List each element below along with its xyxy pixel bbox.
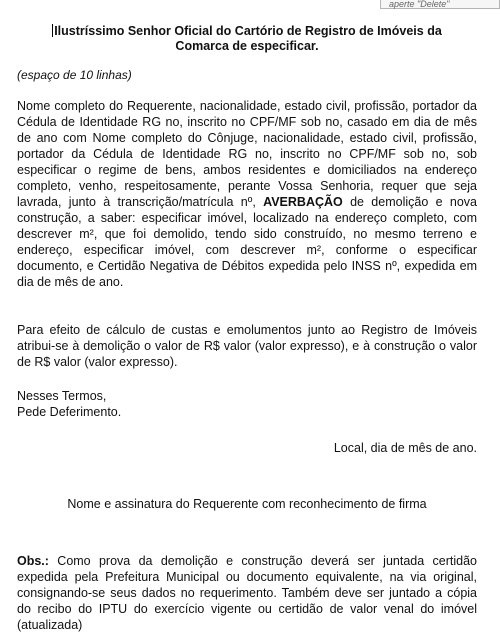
observation-text: Como prova da demolição e construção deverá ser juntada certidão expedida pela Prefeitura Municipal ou documento equivalente, na via original, consignando-se seus dados no requerimento. Também deve ser juntado a cópia do recibo do IPTU do exercício vigente ou certidão de valor venal do imóvel (atualizada) <box>17 554 477 632</box>
closing-line-1: Nesses Termos, <box>17 389 107 403</box>
request-paragraph-rest: de demolição e nova construção, a saber: especificar imóvel, localizado na endereço completo, com descrever m², que foi demolido, tendo sido construído, no mesmo terreno e endereço, especificar imóvel, com descrever m², conforme o especificar documento, e Certidão Negativa de Débitos expedida pelo INSS nº, expedida em dia de mês de ano. <box>17 195 477 289</box>
closing-block <box>17 388 477 420</box>
spacing-note: (espaço de 10 linhas) <box>17 68 132 82</box>
request-paragraph <box>17 98 477 290</box>
document-title-text: Ilustríssimo Senhor Oficial do Cartório de Registro de Imóveis da Comarca de especificar. <box>54 24 442 53</box>
signature-line: Nome e assinatura do Requerente com reconhecimento de firma <box>67 497 427 511</box>
delete-hint-box: aperte "Delete" <box>380 0 500 9</box>
observation-label: Obs.: <box>17 554 49 568</box>
closing-line-2: Pede Deferimento. <box>17 405 122 419</box>
document-title <box>17 24 477 54</box>
request-paragraph-intro: Nome completo do Requerente, nacionalidade, estado civil, profissão, portador da Cédula de Identidade RG no, inscrito no CPF/MF sob no, casado em dia de mês de ano com Nome completo do Cônjuge, nacionalidade, estado civil, profissão, portador da Cédula de Identidade RG no, inscrito no CPF/MF sob no, sob especificar o regime de bens, ambos residentes e domiciliados na endereço completo, venho, respeitosamente, perante Vossa Senhoria, requer que seja lavrada, junto à transcrição/matrícula nº, <box>17 99 477 209</box>
observation-paragraph <box>17 553 477 633</box>
costs-paragraph: Para efeito de cálculo de custas e emolumentos junto ao Registro de Imóveis atribui-se à demolição o valor de R$ valor (valor expresso), e à construção o valor de R$ valor (valor expresso). <box>17 323 477 369</box>
averbacao-keyword: AVERBAÇÃO <box>263 195 343 209</box>
document-body <box>17 24 477 633</box>
place-date: Local, dia de mês de ano. <box>333 441 477 455</box>
